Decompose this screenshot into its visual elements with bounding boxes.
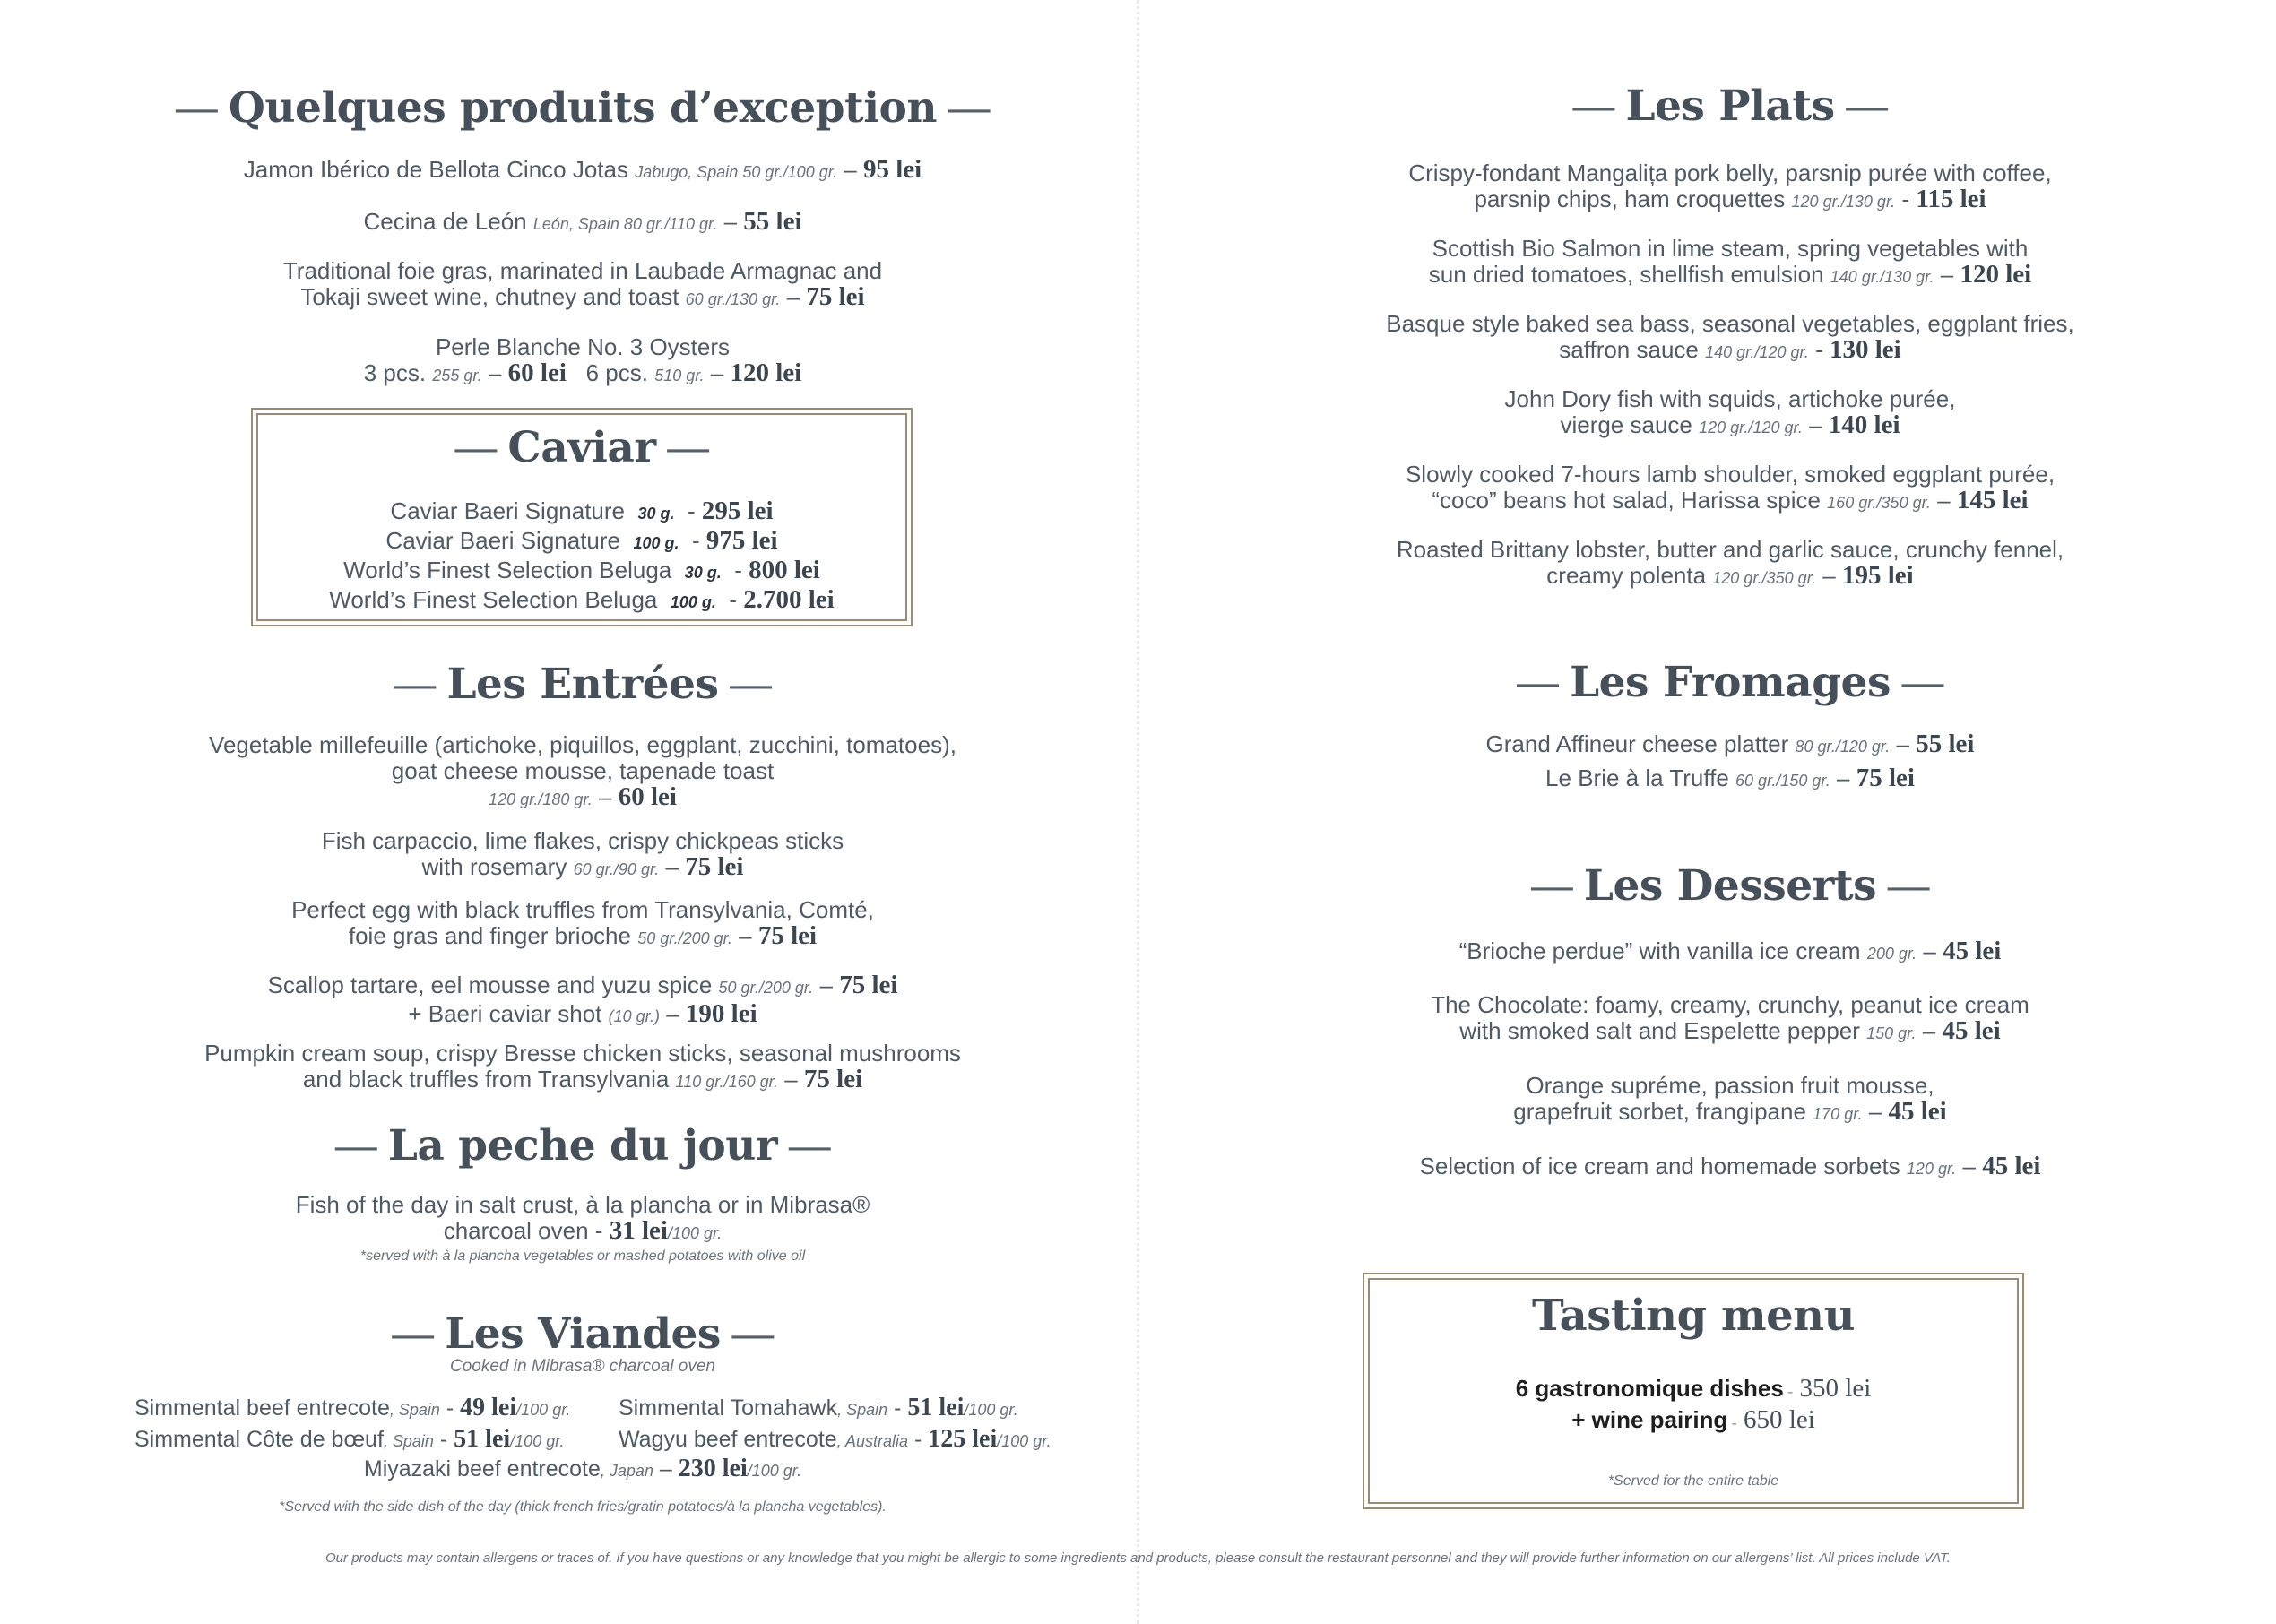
meat-item: Simmental Tomahawk, Spain - 51 lei/100 gr. [619,1394,1018,1421]
entree-item: Pumpkin cream soup, crispy Bresse chicken sticks, seasonal mushrooms and black truffles from Transylvania 110 gr./160 gr. – 75 lei [204,1040,961,1093]
exception-heading: — Quelques produits d’exception — [175,83,991,133]
dessert-item: Orange supréme, passion fruit mousse, grapefruit sorbet, frangipane 170 gr. – 45 lei [1513,1072,1947,1126]
caviar-item: Caviar Baeri Signature 100 g. - 975 lei [385,526,778,555]
tasting-box [1363,1273,2024,1509]
dessert-item: “Brioche perdue” with vanilla ice cream 200 gr. – 45 lei [1458,937,2002,965]
fromage-item: Le Brie à la Truffe 60 gr./150 gr. – 75 lei [1545,764,1915,792]
exception-item: Jamon Ibérico de Bellota Cinco Jotas Jabugo, Spain 50 gr./100 gr. – 95 lei [243,155,922,184]
peche-note: *served with à la plancha vegetables or mashed potatoes with olive oil [359,1248,806,1264]
entree-item: Fish carpaccio, lime flakes, crispy chickpeas sticks with rosemary 60 gr./90 gr. – 75 lei [321,827,844,881]
plat-item: Roasted Brittany lobster, butter and garlic sauce, crunchy fennel, creamy polenta 120 gr./350 gr. – 195 lei [1396,536,2064,590]
entree-item: Scallop tartare, eel mousse and yuzu spice 50 gr./200 gr. – 75 lei + Baeri caviar shot (10 gr.) – 190 lei [267,971,898,1028]
tasting-heading: Tasting menu [1532,1291,1855,1341]
page-fold [1137,0,1139,1624]
plats-heading: — Les Plats — [1572,82,1888,131]
caviar-item: World’s Finest Selection Beluga 100 g. - 2.700 lei [329,585,835,614]
meat-item: Wagyu beef entrecote, Australia - 125 lei/100 gr. [619,1425,1051,1453]
caviar-list [253,497,911,616]
viandes-note: *Served with the side dish of the day (thick french fries/gratin potatoes/à la plancha vegetables). [279,1499,887,1515]
fromage-item: Grand Affineur cheese platter 80 gr./120 gr. – 55 lei [1485,730,1975,758]
viandes-heading: — Les Viandes — [392,1309,774,1359]
tasting-note: *Served for the entire table [1607,1473,1779,1489]
allergen-footer: Our products may contain allergens or traces of. If you have questions or any knowledge that you might be allergic to some ingredients and products, please consult the restaurant personnel and they will provide further information on our allergens’ list. All prices include VAT. [325,1551,1951,1566]
entrees-heading: — Les Entrées — [394,660,772,709]
exception-item: Cecina de León León, Spain 80 gr./110 gr. – 55 lei [363,207,802,236]
caviar-box [251,408,913,626]
fromages-heading: — Les Fromages — [1517,658,1943,707]
exception-item: Traditional foie gras, marinated in Laubade Armagnac and Tokaji sweet wine, chutney and toast 60 gr./130 gr. – 75 lei [282,257,883,311]
plat-item: Basque style baked sea bass, seasonal vegetables, eggplant fries, saffron sauce 140 gr./120 gr. - 130 lei [1386,310,2074,364]
entree-item: Vegetable millefeuille (artichoke, piquillos, eggplant, zucchini, tomatoes), goat cheese mousse, tapenade toast 120 gr./180 gr. – 60 lei [209,731,956,811]
tasting-offer: 6 gastronomique dishes - 350 lei + wine pairing - 650 lei [1515,1374,1872,1434]
plat-item: Scottish Bio Salmon in lime steam, spring vegetables with sun dried tomatoes, shellfish emulsion 140 gr./130 gr. – 120 lei [1428,235,2032,289]
plat-item: Crispy-fondant Mangalița pork belly, parsnip purée with coffee, parsnip chips, ham croquettes 120 gr./130 gr. - 115 lei [1408,160,2052,213]
plat-item: John Dory fish with squids, artichoke purée, vierge sauce 120 gr./120 gr. – 140 lei [1504,385,1956,439]
peche-heading: — La peche du jour — [334,1121,831,1170]
entree-item: Perfect egg with black truffles from Transylvania, Comté, foie gras and finger brioche 50 gr./200 gr. – 75 lei [291,896,874,950]
dessert-item: The Chocolate: foamy, creamy, crunchy, peanut ice cream with smoked salt and Espelette pepper 150 gr. – 45 lei [1431,991,2029,1045]
meat-item: Simmental Côte de bœuf, Spain - 51 lei/100 gr. [134,1425,565,1453]
exception-item-oysters: Perle Blanche No. 3 Oysters 3 pcs. 255 gr. – 60 lei 6 pcs. 510 gr. – 120 lei [363,333,802,387]
viandes-subtitle: Cooked in Mibrasa® charcoal oven [450,1357,715,1376]
peche-item: Fish of the day in salt crust, à la plancha or in Mibrasa® charcoal oven - 31 lei/100 gr. [295,1191,870,1245]
meat-item: Simmental beef entrecote, Spain - 49 lei/100 gr. [134,1394,571,1421]
caviar-item: World’s Finest Selection Beluga 30 g. - 800 lei [343,556,820,584]
plat-item: Slowly cooked 7-hours lamb shoulder, smoked eggplant purée, “coco” beans hot salad, Harissa spice 160 gr./350 gr. – 145 lei [1405,461,2055,514]
caviar-item: Caviar Baeri Signature 30 g. - 295 lei [390,497,774,525]
dessert-item: Selection of ice cream and homemade sorbets 120 gr. – 45 lei [1419,1152,2041,1180]
meat-item: Miyazaki beef entrecote, Japan – 230 lei/100 gr. [363,1455,802,1482]
caviar-heading: — Caviar — [454,423,709,472]
desserts-heading: — Les Desserts — [1530,861,1930,911]
